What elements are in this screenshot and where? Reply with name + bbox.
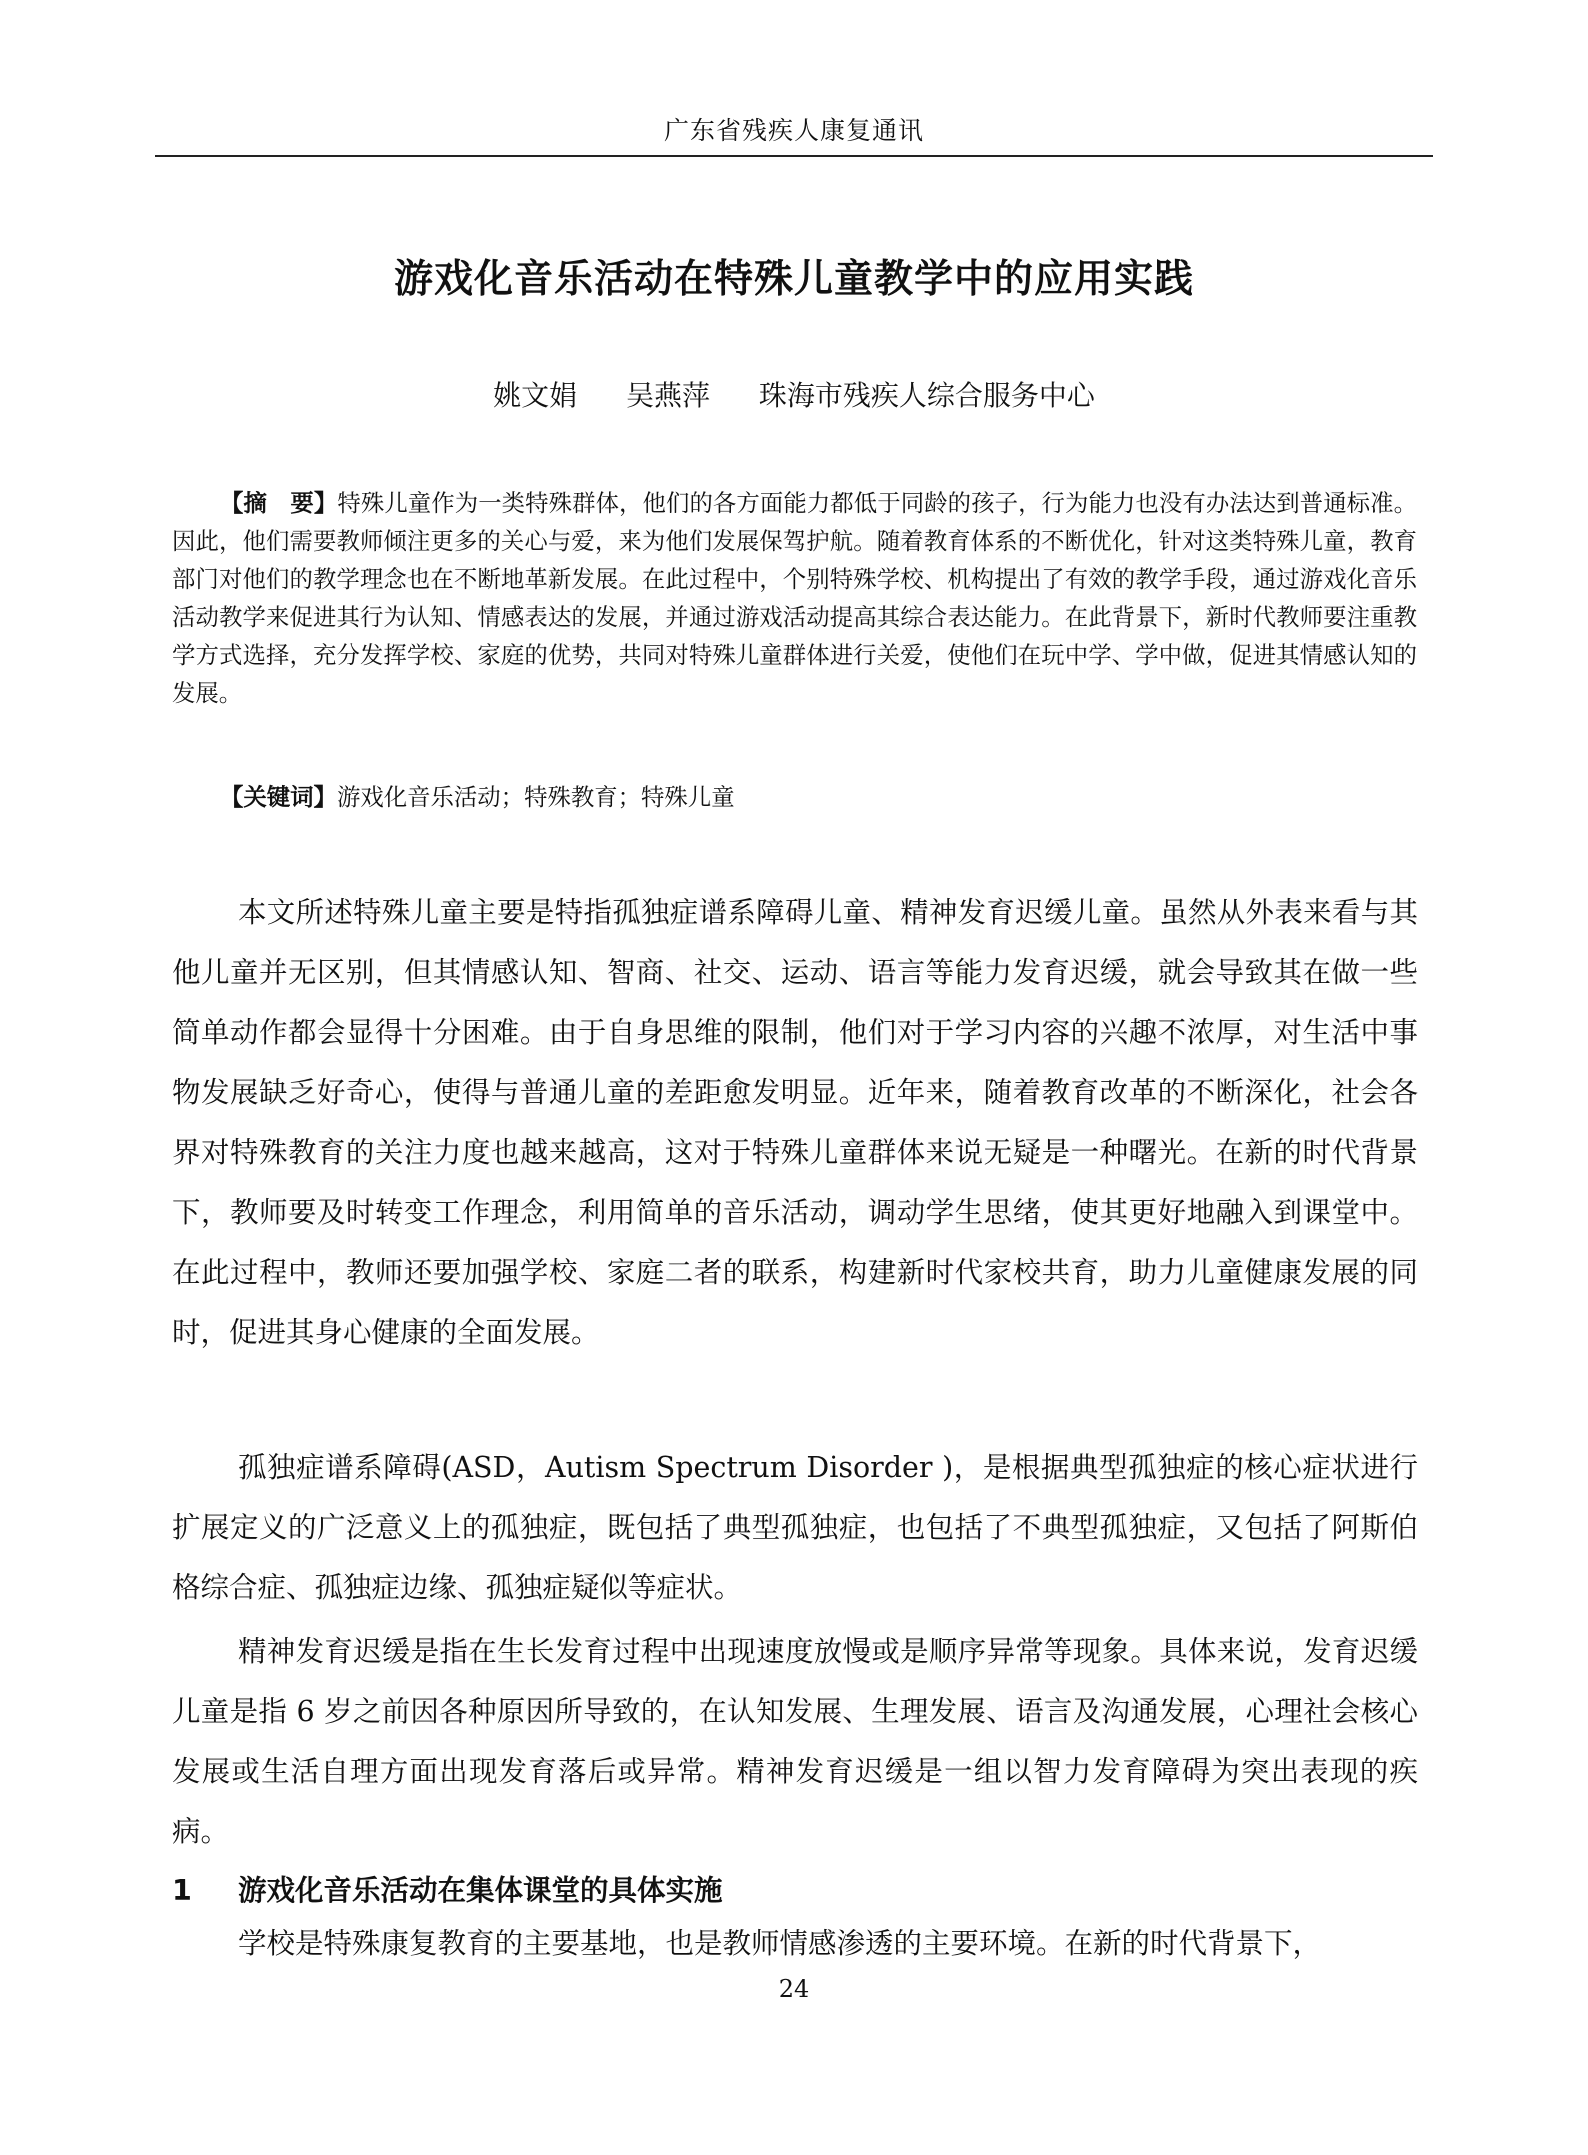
section-title: 游戏化音乐活动在集体课堂的具体实施 [238, 1874, 723, 1907]
abstract [172, 484, 1417, 712]
abstract-label: 【摘 要】 [220, 489, 338, 517]
header-rule [155, 155, 1433, 157]
section-heading [172, 1867, 723, 1915]
body-paragraph: 本文所述特殊儿童主要是特指孤独症谱系障碍儿童、精神发育迟缓儿童。虽然从外表来看与其他儿童并无区别，但其情感认知、智商、社交、运动、语言等能力发育迟缓，就会导致其在做一些简单动作都会显得十分困难。由于自身思维的限制，他们对于学习内容的兴趣不浓厚，对生活中事物发展缺乏好奇心，使得与普通儿童的差距愈发明显。近年来，随着教育改革的不断深化，社会各界对特殊教育的关注力度也越来越高，这对于特殊儿童群体来说无疑是一种曙光。在新的时代背景下，教师要及时转变工作理念，利用简单的音乐活动，调动学生思绪，使其更好地融入到课堂中。在此过程中，教师还要加强学校、家庭二者的联系，构建新时代家校共育，助力儿童健康发展的同时，促进其身心健康的全面发展。 [172, 896, 1418, 1349]
keywords-text: 游戏化音乐活动；特殊教育；特殊儿童 [336, 783, 735, 811]
page-number: 24 [778, 1975, 810, 2003]
affiliation: 珠海市残疾人综合服务中心 [758, 379, 1095, 412]
body-paragraph: 精神发育迟缓是指在生长发育过程中出现速度放慢或是顺序异常等现象。具体来说，发育迟缓儿童是指 6 岁之前因各种原因所导致的，在认知发展、生理发展、语言及沟通发展，心理社会核心发展或生活自理方面出现发育落后或异常。精神发育迟缓是一组以智力发育障碍为突出表现的疾病。 [172, 1635, 1418, 1848]
body-paragraph: 孤独症谱系障碍(ASD，Autism Spectrum Disorder )，是根据典型孤独症的核心症状进行扩展定义的广泛意义上的孤独症，既包括了典型孤独症，也包括了不典型孤独症，又包括了阿斯伯格综合症、孤独症边缘、孤独症疑似等症状。 [172, 1451, 1418, 1604]
keywords [172, 778, 1417, 816]
author-name: 吴燕萍 [625, 379, 710, 412]
author-name: 姚文娟 [493, 379, 578, 412]
abstract-text: 特殊儿童作为一类特殊群体，他们的各方面能力都低于同龄的孩子，行为能力也没有办法达到普通标准。因此，他们需要教师倾注更多的关心与爱，来为他们发展保驾护航。随着教育体系的不断优化，针对这类特殊儿童，教育部门对他们的教学理念也在不断地革新发展。在此过程中，个别特殊学校、机构提出了有效的教学手段，通过游戏化音乐活动教学来促进其行为认知、情感表达的发展，并通过游戏活动提高其综合表达能力。在此背景下，新时代教师要注重教学方式选择，充分发挥学校、家庭的优势，共同对特殊儿童群体进行关爱，使他们在玩中学、学中做，促进其情感认知的发展。 [172, 489, 1418, 707]
keywords-label: 【关键词】 [220, 783, 337, 811]
section-number: 1 [172, 1874, 192, 1907]
author-line [155, 376, 1433, 416]
journal-running-head: 广东省残疾人康复通讯 [663, 116, 924, 145]
body-paragraph: 学校是特殊康复教育的主要基地，也是教师情感渗透的主要环境。在新的时代背景下， [238, 1927, 1322, 1960]
article-title: 游戏化音乐活动在特殊儿童教学中的应用实践 [393, 257, 1194, 302]
